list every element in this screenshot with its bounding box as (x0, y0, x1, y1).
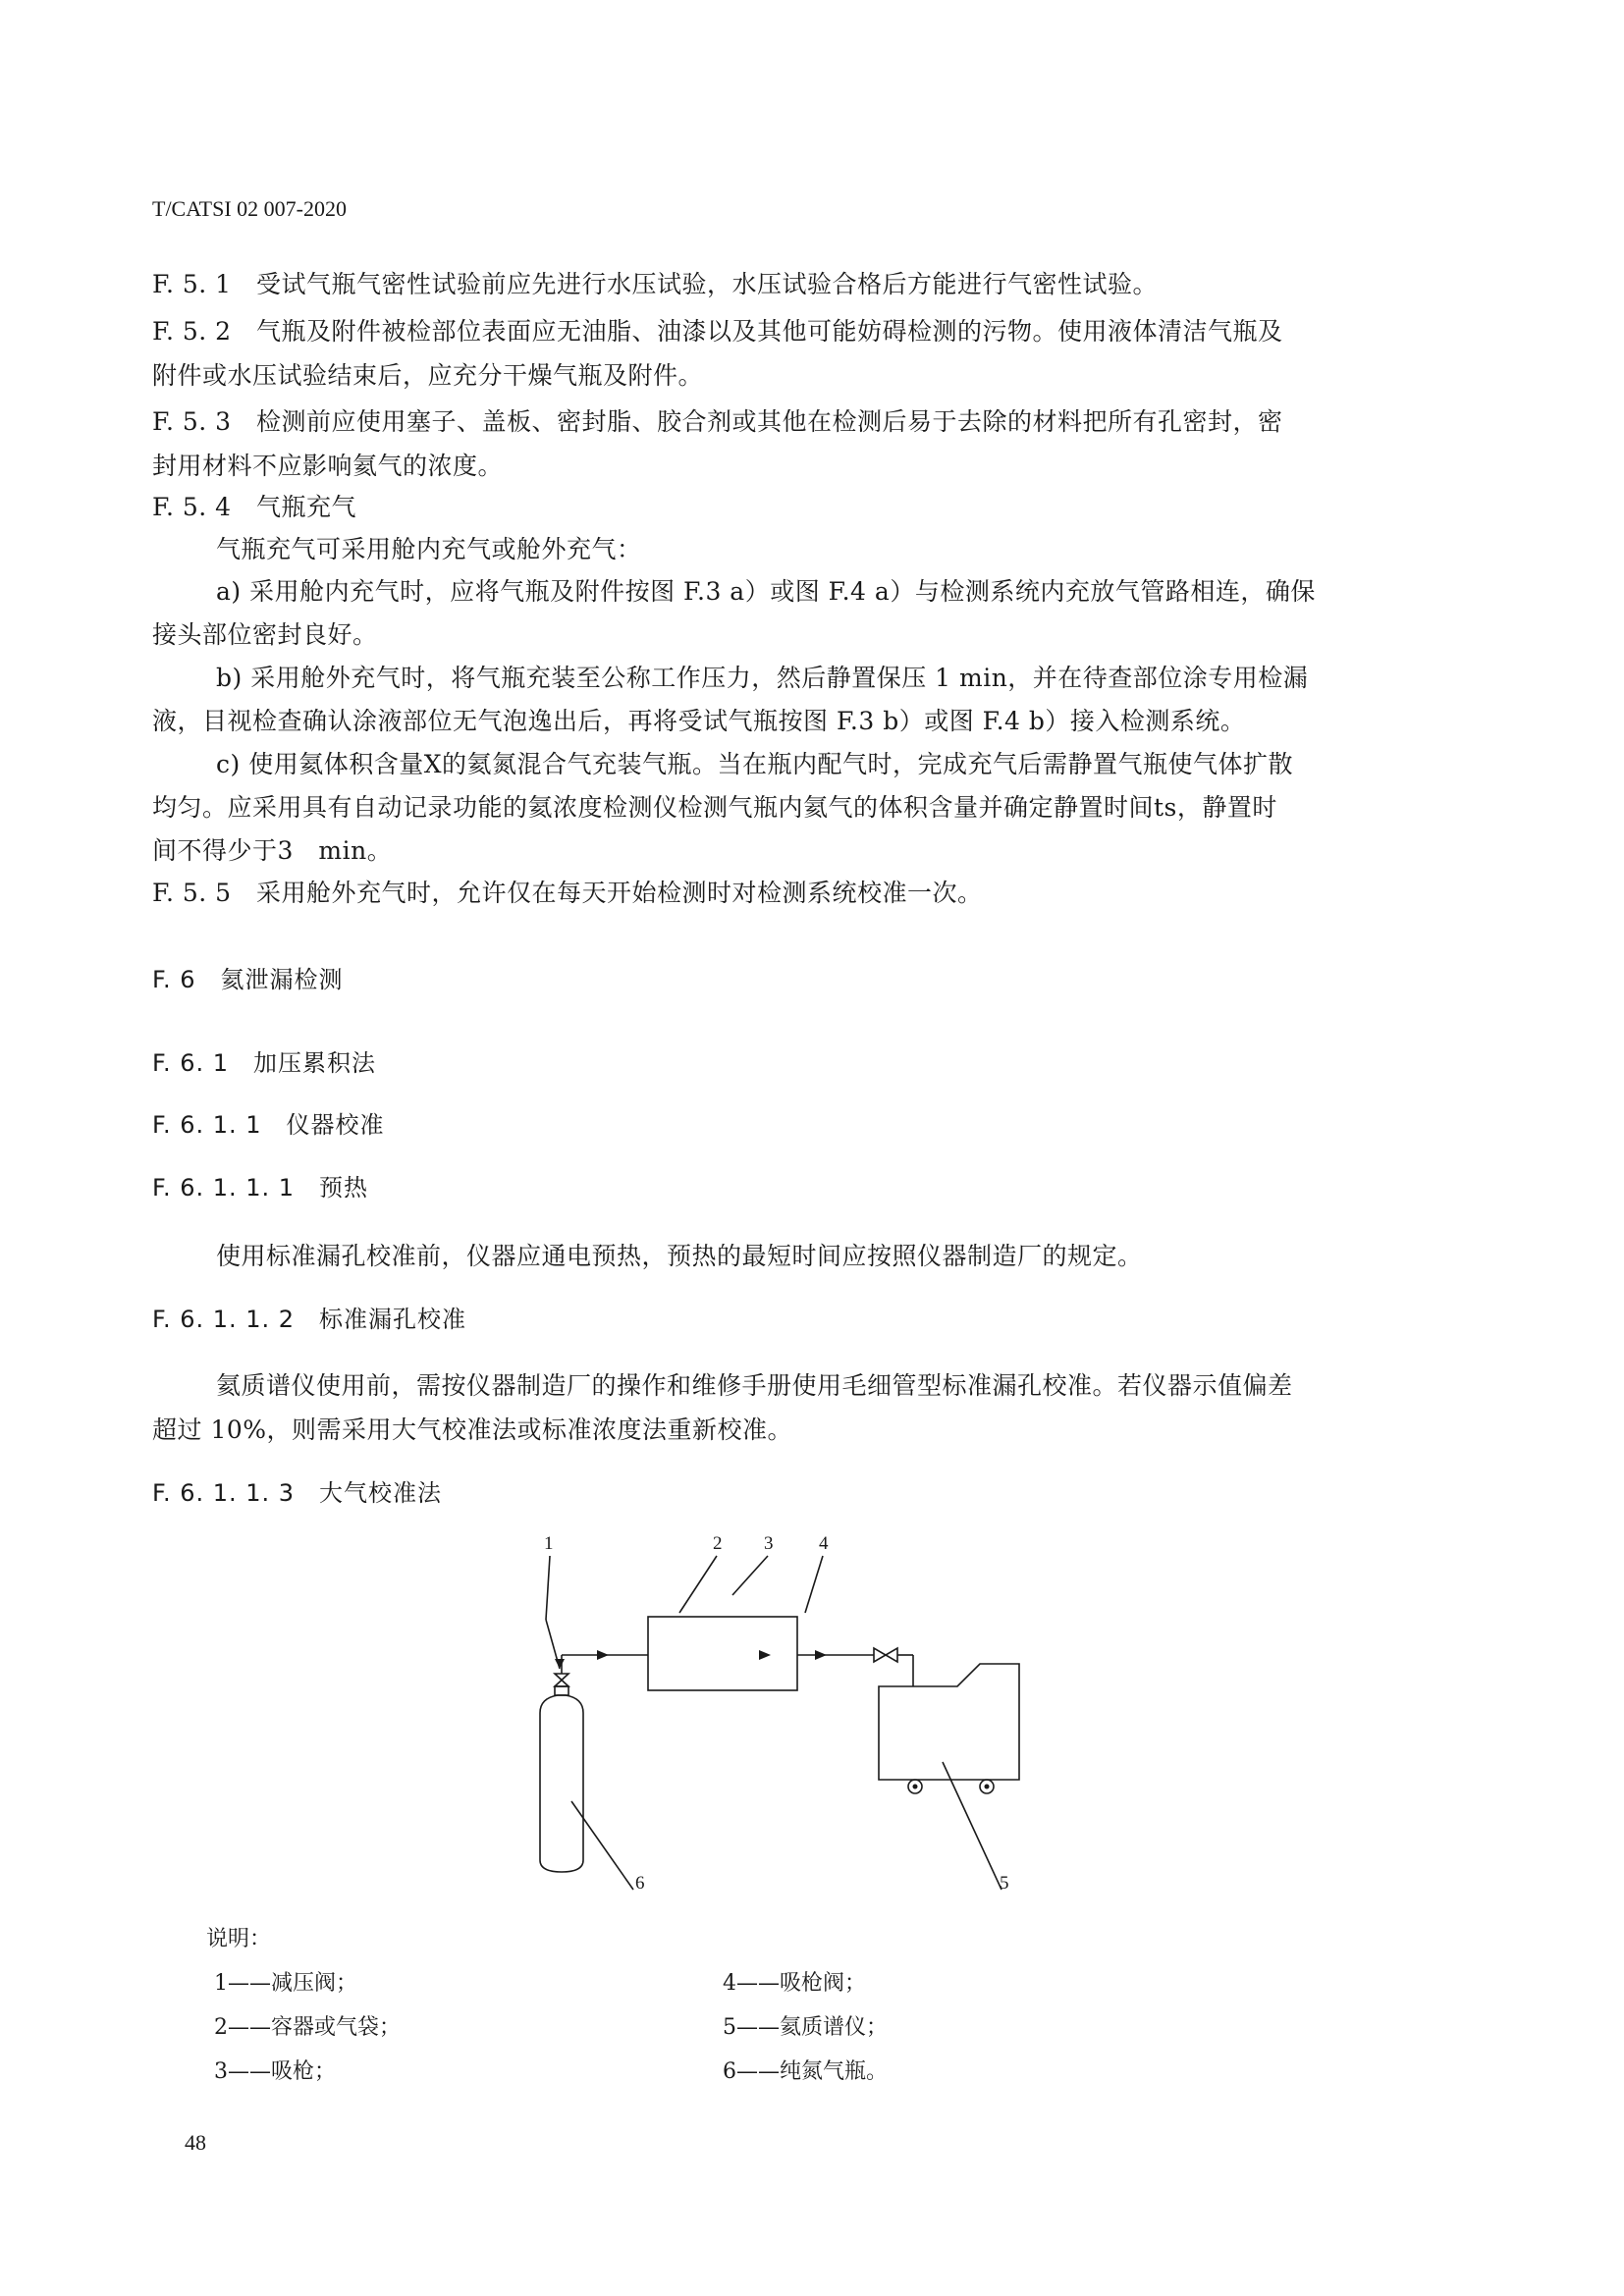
pressure-reducing-valve-icon (555, 1674, 568, 1686)
section-f6112-line2: 超过 10%，则需采用大气校准法或标准浓度法重新校准。 (152, 1415, 793, 1444)
legend-item-6: 6——纯氮气瓶。 (723, 2059, 888, 2084)
clause-f553-line1: F. 5. 3 检测前应使用塞子、盖板、密封脂、胶合剂或其他在检测后易于去除的材料把所有孔密封，密 (152, 407, 1283, 436)
item-a-line1: a) 采用舱内充气时，应将气瓶及附件按图 F.3 a）或图 F.4 a）与检测系统内充放气管路相连，确保 (216, 577, 1316, 606)
section-f611: F. 6. 1. 1 仪器校准 (152, 1111, 385, 1139)
legend-item-5: 5——氦质谱仪； (723, 2015, 888, 2040)
clause-f551: F. 5. 1 受试气瓶气密性试验前应先进行水压试验，水压试验合格后方能进行气密性试验。 (152, 270, 1159, 298)
section-f6113: F. 6. 1. 1. 3 大气校准法 (152, 1479, 443, 1507)
figure-label-1: 1 (544, 1533, 554, 1554)
standard-number: T/CATSI 02 007-2020 (152, 196, 347, 221)
item-c-line3: 间不得少于3 min。 (152, 836, 393, 865)
figure-label-6: 6 (635, 1873, 645, 1894)
item-b-line1: b) 采用舱外充气时，将气瓶充装至公称工作压力，然后静置保压 1 min，并在待查部位涂专用检漏 (216, 664, 1309, 692)
clause-f552-line1: F. 5. 2 气瓶及附件被检部位表面应无油脂、油漆以及其他可能妨碍检测的污物。使用液体清洁气瓶及 (152, 317, 1283, 346)
legend-item-2: 2——容器或气袋； (214, 2015, 401, 2040)
nitrogen-cylinder (540, 1695, 583, 1872)
cylinder-neck (555, 1686, 568, 1695)
legend-title: 说明： (206, 1927, 272, 1951)
figure-label-2: 2 (713, 1533, 723, 1554)
legend-item-3: 3——吸枪； (214, 2059, 336, 2084)
item-c-line2: 均匀。应采用具有自动记录功能的氦浓度检测仪检测气瓶内氦气的体积含量并确定静置时间ts，静置时 (152, 793, 1277, 822)
sniffer-valve-icon (874, 1648, 897, 1662)
container-box (648, 1617, 797, 1690)
clause-f555: F. 5. 5 采用舱外充气时，允许仅在每天开始检测时对检测系统校准一次。 (152, 879, 983, 907)
mass-spectrometer-body (879, 1664, 1019, 1780)
figure-label-3: 3 (764, 1533, 774, 1554)
clause-f554-intro: 气瓶充气可采用舱内充气或舱外充气： (216, 535, 642, 563)
page-number: 48 (185, 2130, 206, 2155)
clause-f552-line2: 附件或水压试验结束后，应充分干燥气瓶及附件。 (152, 361, 704, 390)
section-f6: F. 6 氦泄漏检测 (152, 966, 344, 993)
section-f6112: F. 6. 1. 1. 2 标准漏孔校准 (152, 1306, 467, 1333)
section-f61: F. 6. 1 加压累积法 (152, 1049, 377, 1077)
figure-label-4: 4 (819, 1533, 829, 1554)
clause-f554-title: F. 5. 4 气瓶充气 (152, 493, 357, 521)
legend-item-4: 4——吸枪阀； (723, 1971, 866, 1996)
legend-item-1: 1——减压阀； (214, 1971, 357, 1996)
clause-f553-line2: 封用材料不应影响氦气的浓度。 (152, 452, 504, 480)
item-c-line1: c) 使用氦体积含量X的氦氮混合气充装气瓶。当在瓶内配气时，完成充气后需静置气瓶使气体扩散 (216, 750, 1294, 778)
section-f6112-line1: 氦质谱仪使用前，需按仪器制造厂的操作和维修手册使用毛细管型标准漏孔校准。若仪器示值偏差 (216, 1371, 1293, 1400)
section-f6111-text: 使用标准漏孔校准前，仪器应通电预热，预热的最短时间应按照仪器制造厂的规定。 (216, 1242, 1143, 1270)
item-b-line2: 液，目视检查确认涂液部位无气泡逸出后，再将受试气瓶按图 F.3 b）或图 F.4 b）接入检测系统。 (152, 707, 1246, 735)
figure-label-5: 5 (1000, 1873, 1009, 1894)
calibration-diagram (511, 1526, 1060, 1909)
section-f6111: F. 6. 1. 1. 1 预热 (152, 1174, 369, 1201)
item-a-line2: 接头部位密封良好。 (152, 620, 378, 649)
